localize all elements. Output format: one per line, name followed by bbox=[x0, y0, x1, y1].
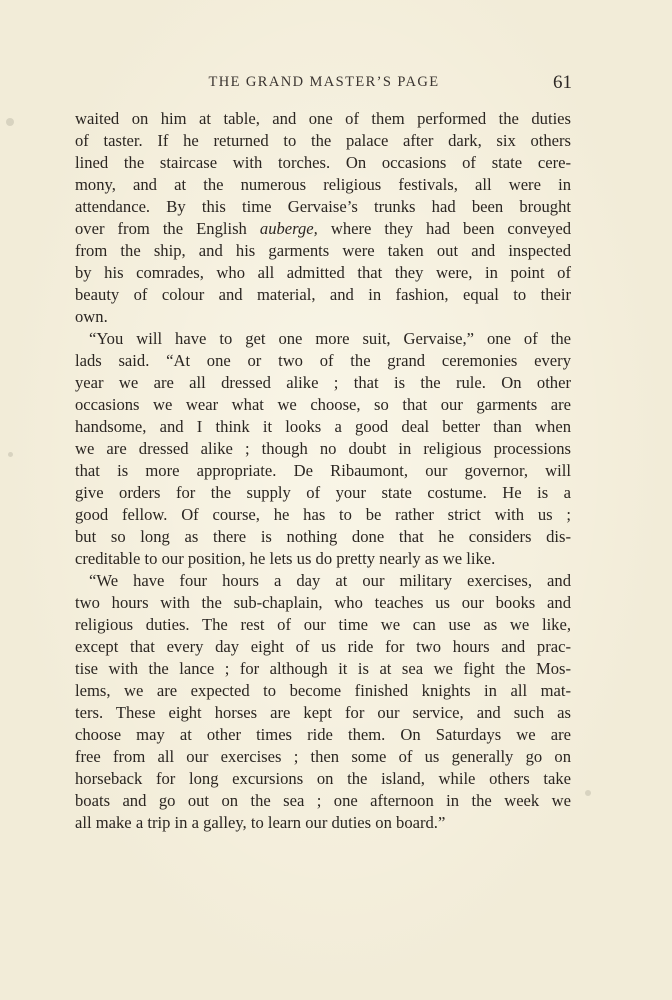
italic-word: auberge, bbox=[259, 219, 318, 238]
text-line: ters. These eight horses are kept for our service, and such as bbox=[75, 703, 571, 722]
paper-spot bbox=[6, 118, 14, 126]
page-number: 61 bbox=[553, 72, 572, 93]
text-line: beauty of colour and material, and in fashion, equal to their bbox=[75, 285, 571, 304]
text-line: lads said. “At one or two of the grand ceremonies every bbox=[75, 351, 571, 370]
text-line: lined the staircase with torches. On occasions of state cere- bbox=[75, 153, 571, 172]
text-line: of taster. If he returned to the palace after dark, six others bbox=[75, 131, 571, 150]
text-line: free from all our exercises ; then some of us generally go on bbox=[75, 747, 571, 766]
paper-spot bbox=[585, 790, 591, 796]
text-line: own. bbox=[75, 307, 108, 326]
running-title: THE GRAND MASTER’S PAGE bbox=[208, 74, 440, 90]
text-line: all make a trip in a galley, to learn our duties on board.” bbox=[75, 813, 446, 832]
text-line: year we are all dressed alike ; that is the rule. On other bbox=[75, 373, 571, 392]
text-line: creditable to our position, he lets us do pretty nearly as we like. bbox=[75, 549, 496, 568]
text-line: over from the English auberge, where they had been conveyed bbox=[75, 219, 571, 238]
text-line: horseback for long excursions on the island, while others take bbox=[75, 769, 571, 788]
paragraph-start-line: “We have four hours a day at our military exercises, and bbox=[89, 571, 571, 590]
text-line: that is more appropriate. De Ribaumont, our governor, will bbox=[75, 461, 571, 480]
text-line: attendance. By this time Gervaise’s trunks had been brought bbox=[75, 197, 571, 216]
text-line: tise with the lance ; for although it is at sea we fight the Mos- bbox=[75, 659, 571, 678]
text-line: but so long as there is nothing done that he considers dis- bbox=[75, 527, 571, 546]
text-line: by his comrades, who all admitted that they were, in point of bbox=[75, 263, 571, 282]
text-line: lems, we are expected to become finished knights in all mat- bbox=[75, 681, 571, 700]
text-line: mony, and at the numerous religious festivals, all were in bbox=[75, 175, 571, 194]
text-line: give orders for the supply of your state costume. He is a bbox=[75, 483, 571, 502]
paragraph-start-line: “You will have to get one more suit, Gervaise,” one of the bbox=[89, 329, 571, 348]
text-line: choose may at other times ride them. On Saturdays we are bbox=[75, 725, 571, 744]
text-line: religious duties. The rest of our time we can use as we like, bbox=[75, 615, 571, 634]
text-line: occasions we wear what we choose, so that our garments are bbox=[75, 395, 571, 414]
text-line: boats and go out on the sea ; one afternoon in the week we bbox=[75, 791, 571, 810]
paper-spot bbox=[8, 452, 13, 457]
body-text bbox=[75, 108, 571, 834]
text-line: from the ship, and his garments were taken out and inspected bbox=[75, 241, 571, 260]
text-line: we are dressed alike ; though no doubt in religious processions bbox=[75, 439, 571, 458]
text-line: handsome, and I think it looks a good deal better than when bbox=[75, 417, 571, 436]
text-line: two hours with the sub-chaplain, who teaches us our books and bbox=[75, 593, 571, 612]
text-line: good fellow. Of course, he has to be rather strict with us ; bbox=[75, 505, 571, 524]
text-line: waited on him at table, and one of them performed the duties bbox=[75, 109, 571, 128]
page-header bbox=[76, 72, 572, 98]
text-line: except that every day eight of us ride for two hours and prac- bbox=[75, 637, 571, 656]
